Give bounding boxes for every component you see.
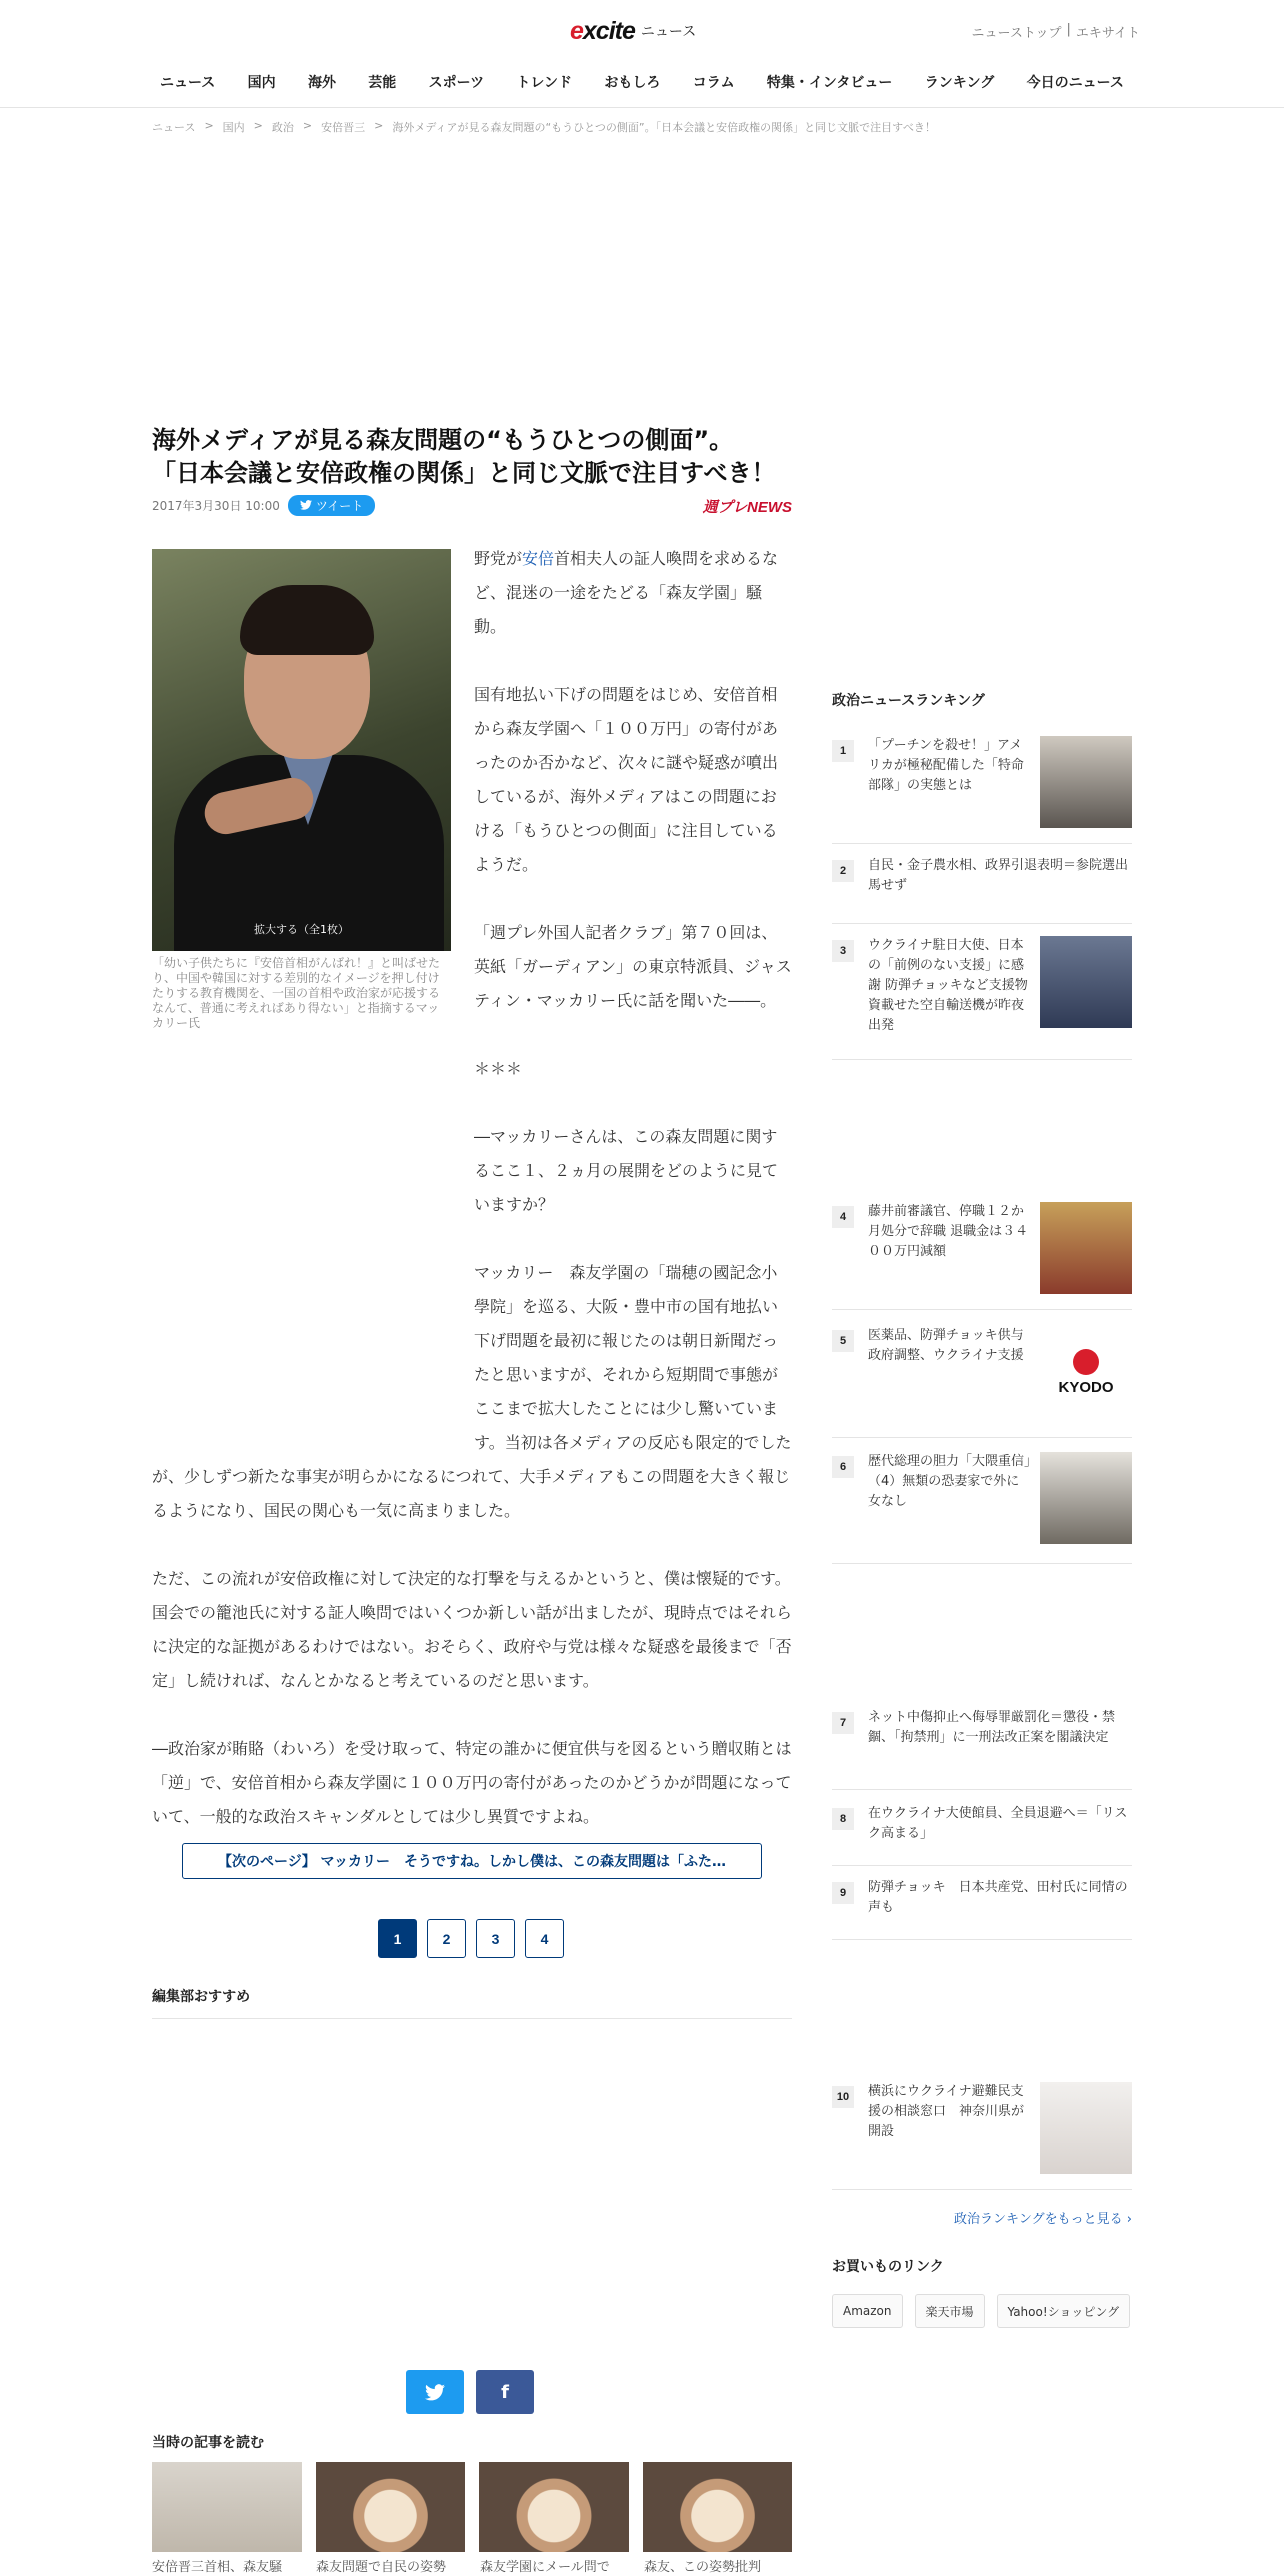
title-line-2: 「日本会議と安倍政権の関係」と同じ文脈で注目すべき！ (152, 459, 776, 487)
article-body (152, 542, 792, 1868)
rank-title: ウクライナ駐日大使、日本の「前例のない支援」に感謝 防弾チョッキなど支援物資載せた空自輸送機が昨夜出発 (868, 938, 1028, 1033)
twitter-share-button[interactable] (406, 2370, 464, 2414)
p1-post: 首相夫人の証人喚問を求めるなど、混迷の一途をたどる「森友学園」騒動。 (474, 549, 779, 636)
breadcrumb-news[interactable]: ニュース (152, 121, 196, 134)
rank-number: 2 (832, 860, 854, 882)
paragraph-2: 国有地払い下げの問題をはじめ、安倍首相から森友学園へ「１００万円」の寄付があったのか否かなど、次々に謎や疑惑が噴出しているが、海外メディアはこの問題における「もうひとつの側面」に注目しているようだ。 (474, 685, 779, 874)
rank-number: 7 (832, 1712, 854, 1734)
kyodo-label: KYODO (1058, 1378, 1114, 1396)
main-nav (152, 72, 1132, 92)
facebook-share-button[interactable] (476, 2370, 534, 2414)
share-buttons (406, 2370, 534, 2414)
more-ranking-link[interactable]: 政治ランキングをもっと見る › (954, 2212, 1132, 2227)
ranking-item-1[interactable] (832, 736, 1132, 844)
tweet-button[interactable] (288, 495, 375, 516)
logo-sub: ニュース (640, 24, 697, 40)
paragraph-5: ―マッカリーさんは、この森友問題に関するここ１、２ヵ月の展開をどのように見ていますか？ (474, 1127, 779, 1214)
top-links (972, 22, 1140, 41)
rank-title: 「プーチンを殺せ！」アメリカが極秘配備した「特命部隊」の実態とは (868, 738, 1024, 793)
ranking-item-7[interactable] (832, 1708, 1132, 1790)
breadcrumb-current: 海外メディアが見る森友問題の“もうひとつの側面”。「日本会議と安倍政権の関係」と同じ文脈で注目すべき！ (392, 121, 936, 134)
nav-item-ranking[interactable]: ランキング (924, 75, 995, 91)
source-brand-logo[interactable]: 週プレNEWS (702, 499, 792, 516)
breadcrumb-politics[interactable]: 政治 (271, 121, 294, 134)
nav-item-today[interactable]: 今日のニュース (1026, 75, 1124, 91)
facebook-icon: f (501, 2381, 509, 2403)
nav-item-news[interactable]: ニュース (160, 75, 216, 91)
next-page-button[interactable]: 【次のページ】 マッカリー そうですね。しかし僕は、この森友問題は「ふた… (182, 1843, 762, 1879)
rank-number: 9 (832, 1882, 854, 1904)
rank-number: 6 (832, 1456, 854, 1478)
twitter-icon (425, 2384, 445, 2401)
page-4-button[interactable]: 4 (525, 1919, 564, 1958)
rank-number: 8 (832, 1808, 854, 1830)
rank-thumbnail (1040, 1202, 1132, 1294)
past-article-thumb[interactable] (316, 2462, 466, 2552)
rank-thumbnail (1040, 1452, 1132, 1544)
rank-title: 防弾チョッキ 日本共産党、田村氏に同情の声も (868, 1880, 1128, 1915)
rank-number: 5 (832, 1330, 854, 1352)
p1-pre: 野党が (474, 549, 523, 568)
ranking-item-5[interactable] (832, 1326, 1132, 1438)
rank-thumbnail (1040, 2082, 1132, 2174)
shopping-links (832, 2294, 1130, 2328)
ranking-item-4[interactable] (832, 1202, 1132, 1310)
ranking-item-2[interactable] (832, 856, 1132, 924)
twitter-bird-icon (300, 500, 312, 510)
past-article-thumb[interactable] (479, 2462, 629, 2552)
nav-item-entertainment[interactable]: 芸能 (368, 75, 397, 91)
rank-thumbnail (1040, 936, 1132, 1028)
title-line-1: 海外メディアが見る森友問題の“もうひとつの側面”。 (152, 426, 734, 454)
editor-recommend-title: 編集部おすすめ (152, 1986, 792, 2019)
past-article-title[interactable]: 森友問題で自民の姿勢 (316, 2560, 447, 2575)
article-meta (152, 495, 792, 515)
article-title (152, 424, 792, 490)
photo-zoom-label[interactable]: 拡大する（全1枚） (254, 923, 349, 936)
breadcrumb-domestic[interactable]: 国内 (222, 121, 245, 134)
nav-item-domestic[interactable]: 国内 (247, 75, 276, 91)
paragraph-6: マッカリー 森友学園の「瑞穂の國記念小學院」を巡る、大阪・豊中市の国有地払い下げ問題を最初に報じたのは朝日新聞だったと思いますが、それから短期間で事態がここまで拡大したことには少し驚いています。当初は各メディアの反応も限定的でしたが、少しずつ新たな事実が明らかになるにつれて、大手メディアもこの問題を大きく報じるようになり、国民の関心も一気に高まりました。 (152, 1263, 792, 1520)
nav-item-interview[interactable]: 特集・インタビュー (766, 75, 893, 91)
past-article-thumb[interactable] (152, 2462, 302, 2552)
past-articles (152, 2462, 792, 2552)
rank-title: 歴代総理の胆力「大隈重信」（4）無類の恐妻家で外に女なし (868, 1454, 1031, 1509)
paragraph-3: 「週プレ外国人記者クラブ」第７０回は、英紙「ガーディアン」の東京特派員、ジャスティン・マッカリー氏に話を聞いた――。 (474, 923, 792, 1010)
paragraph-4: ＊＊＊ (474, 1059, 523, 1078)
rank-title: 在ウクライナ大使館員、全員退避へ＝「リスク高まる」 (868, 1806, 1128, 1841)
rank-title: 医薬品、防弾チョッキ供与 政府調整、ウクライナ支援 (868, 1328, 1037, 1363)
breadcrumb-separator: > (374, 119, 384, 132)
excite-news-logo[interactable] (570, 14, 696, 48)
amazon-link[interactable]: Amazon (832, 2294, 903, 2328)
politics-ranking-title: 政治ニュースランキング (832, 693, 985, 709)
photo-float-space (152, 542, 474, 1442)
page-2-button[interactable]: 2 (427, 1919, 466, 1958)
breadcrumb-separator: > (253, 119, 263, 132)
breadcrumb-separator: > (204, 119, 214, 132)
article-date: 2017年3月30日 10:00 (152, 498, 280, 513)
breadcrumb-separator: > (302, 119, 313, 132)
past-article-title[interactable]: 森友、この姿勢批判 (644, 2560, 762, 2575)
kyodo-thumbnail (1040, 1326, 1132, 1418)
nav-item-sports[interactable]: スポーツ (428, 75, 485, 91)
kyodo-logo-icon (1073, 1349, 1099, 1375)
paragraph-7: ただ、この流れが安倍政権に対して決定的な打撃を与えるかというと、僕は懐疑的です。国会での籠池氏に対する証人喚問ではいくつか新しい話が出ましたが、現時点ではそれらに決定的な証拠があるわけではない。おそらく、政府や与党は様々な疑惑を最後まで「否定」し続ければ、なんとかなると考えているのだと思います。 (152, 1569, 793, 1690)
excite-logo-mark (570, 17, 635, 46)
shopping-links-title: お買いものリンク (832, 2259, 944, 2275)
logo-accent: e (570, 16, 583, 45)
rank-title: 自民・金子農水相、政界引退表明＝参院選出馬せず (868, 858, 1129, 893)
nav-item-funny[interactable]: おもしろ (604, 75, 661, 91)
rakuten-link[interactable]: 楽天市場 (915, 2294, 985, 2328)
logo-text: xcite (582, 16, 635, 45)
past-article-title[interactable]: 森友学園にメール問で (480, 2560, 610, 2575)
ranking-item-3[interactable] (832, 936, 1132, 1060)
past-article-thumb[interactable] (643, 2462, 793, 2552)
breadcrumb (152, 119, 936, 135)
nav-item-column[interactable]: コラム (692, 75, 735, 91)
past-article-title[interactable]: 安倍晋三首相、森友騒 (152, 2560, 283, 2575)
page-3-button[interactable]: 3 (476, 1919, 515, 1958)
pagination (378, 1919, 564, 1958)
rank-number: 10 (832, 2086, 854, 2108)
ranking-item-6[interactable] (832, 1452, 1132, 1564)
yahoo-shopping-link[interactable]: Yahoo!ショッピング (997, 2294, 1131, 2328)
tweet-label: ツイート (315, 498, 364, 513)
site-header (0, 0, 1284, 108)
separator: | (1066, 22, 1071, 37)
keyword-link-abe[interactable]: 安倍 (522, 549, 555, 568)
rank-number: 3 (832, 940, 854, 962)
nav-item-overseas[interactable]: 海外 (307, 75, 336, 91)
nav-item-trend[interactable]: トレンド (516, 75, 573, 91)
excite-link[interactable]: エキサイト (1075, 26, 1140, 41)
news-top-link[interactable]: ニューストップ (971, 26, 1062, 41)
ranking-item-10[interactable] (832, 2082, 1132, 2190)
rank-title: 横浜にウクライナ避難民支援の相談窓口 神奈川県が開設 (868, 2084, 1025, 2139)
ranking-item-9[interactable] (832, 1878, 1132, 1940)
photo-caption: 「幼い子供たちに『安倍首相がんばれ！』と叫ばせたり、中国や韓国に対する差別的なイメージを押し付けたりする教育機関を、一国の首相や政治家が応援するなんて、普通に考えればあり得ない」と指摘するマッカリー氏 (152, 956, 441, 1030)
ranking-item-8[interactable] (832, 1804, 1132, 1866)
rank-number: 1 (832, 740, 854, 762)
page-1-button[interactable]: 1 (378, 1919, 417, 1958)
rank-title: 藤井前審議官、停職１２か月処分で辞職 退職金は３４００万円減額 (868, 1204, 1029, 1259)
past-articles-title: 当時の記事を読む (152, 2435, 264, 2451)
rank-title: ネット中傷抑止へ侮辱罪厳罰化＝懲役・禁錮、「拘禁刑」に一刑法改正案を閣議決定 (868, 1710, 1116, 1745)
breadcrumb-abe[interactable]: 安倍晋三 (321, 121, 366, 134)
rank-number: 4 (832, 1206, 854, 1228)
paragraph-8: ―政治家が賄賂（わいろ）を受け取って、特定の誰かに便宜供与を図るという贈収賄とは「逆」で、安倍首相から森友学園に１００万円の寄付があったのかどうかが問題になっていて、一般的な政治スキャンダルとしては少し異質ですよね。 (152, 1739, 792, 1826)
rank-thumbnail (1040, 736, 1132, 828)
